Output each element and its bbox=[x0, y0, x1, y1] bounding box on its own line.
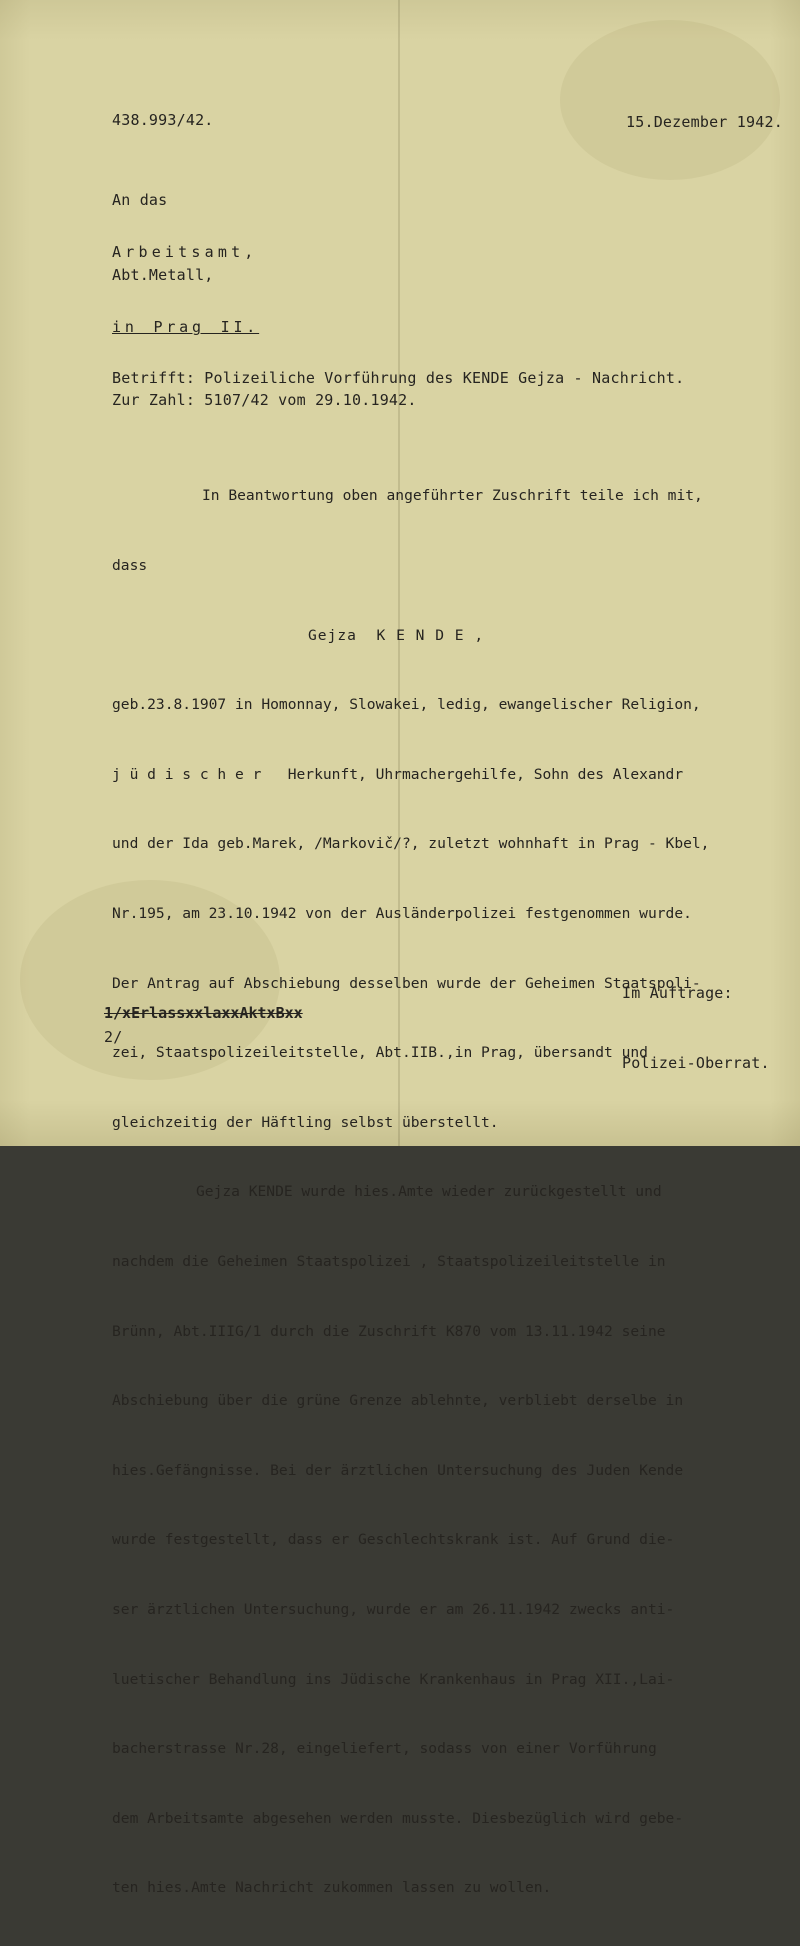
body-line: dem Arbeitsamte abgesehen werden musste. Diesbezüglich wird gebe- bbox=[112, 1809, 684, 1827]
reference-number: 438.993/42. bbox=[112, 111, 214, 129]
body-line: nachdem die Geheimen Staatspolizei , Staatspolizeileitstelle in bbox=[112, 1252, 666, 1270]
letter-body bbox=[112, 438, 792, 1946]
body-line: dass bbox=[112, 557, 148, 574]
body-line: wurde festgestellt, dass er Geschlechtskrank ist. Auf Grund die- bbox=[112, 1531, 675, 1549]
body-line: j ü d i s c h e r Herkunft, Uhrmachergehilfe, Sohn des Alexandr bbox=[112, 765, 684, 783]
body-line: gleichzeitig der Häftling selbst überstellt. bbox=[112, 1113, 499, 1131]
body-line: bacherstrasse Nr.28, eingeliefert, sodass von einer Vorführung bbox=[112, 1740, 657, 1758]
enclosure-number: 2/ bbox=[104, 1028, 123, 1046]
body-line: Abschiebung über die grüne Grenze ablehnte, verbliebt derselbe in bbox=[112, 1392, 684, 1410]
recipient-line-1: An das bbox=[112, 191, 168, 209]
recipient-line-4: in Prag II. bbox=[112, 318, 260, 336]
subject-line-2: Zur Zahl: 5107/42 vom 29.10.1942. bbox=[112, 391, 417, 409]
body-line: Der Antrag auf Abschiebung desselben wurde der Geheimen Staatspoli- bbox=[112, 974, 701, 992]
body-line: ten hies.Amte Nachricht zukommen lassen zu wollen. bbox=[112, 1879, 552, 1897]
paper-stain bbox=[560, 20, 780, 180]
body-line: und der Ida geb.Marek, /Markovič/?, zuletzt wohnhaft in Prag - Kbel, bbox=[112, 835, 710, 853]
signature-title: Polizei-Oberrat. bbox=[622, 1054, 770, 1072]
body-line: hies.Gefängnisse. Bei der ärztlichen Untersuchung des Juden Kende bbox=[112, 1461, 684, 1479]
body-line: zei, Staatspolizeileitstelle, Abt.IIB.,in Prag, übersandt und bbox=[112, 1044, 648, 1062]
body-line: In Beantwortung oben angeführter Zuschrift teile ich mit, bbox=[202, 487, 703, 505]
body-line: ser ärztlichen Untersuchung, wurde er am 26.11.1942 zwecks anti- bbox=[112, 1600, 675, 1618]
struck-through-line: 1/xErlassxxlaxxAktxBxx bbox=[104, 1004, 303, 1022]
letter-date: 15.Dezember 1942. bbox=[626, 113, 783, 131]
body-line: Gejza KENDE wurde hies.Amte wieder zurückgestellt und bbox=[196, 1183, 662, 1201]
body-line: Brünn, Abt.IIIG/1 durch die Zuschrift K870 vom 13.11.1942 seine bbox=[112, 1322, 666, 1340]
body-line: Nr.195, am 23.10.1942 von der Ausländerpolizei festgenommen wurde. bbox=[112, 904, 692, 922]
recipient-line-2: Arbeitsamt, bbox=[112, 243, 258, 261]
subject-line-1: Betrifft: Polizeiliche Vorführung des KENDE Gejza - Nachricht. bbox=[112, 369, 685, 387]
recipient-line-3: Abt.Metall, bbox=[112, 266, 214, 284]
body-line: Gejza K E N D E , bbox=[308, 626, 485, 644]
body-line: geb.23.8.1907 in Homonnay, Slowakei, ledig, ewangelischer Religion, bbox=[112, 696, 701, 714]
body-line: luetischer Behandlung ins Jüdische Krankenhaus in Prag XII.,Lai- bbox=[112, 1670, 675, 1688]
closing-phrase: Im Auftrage: bbox=[622, 984, 733, 1002]
